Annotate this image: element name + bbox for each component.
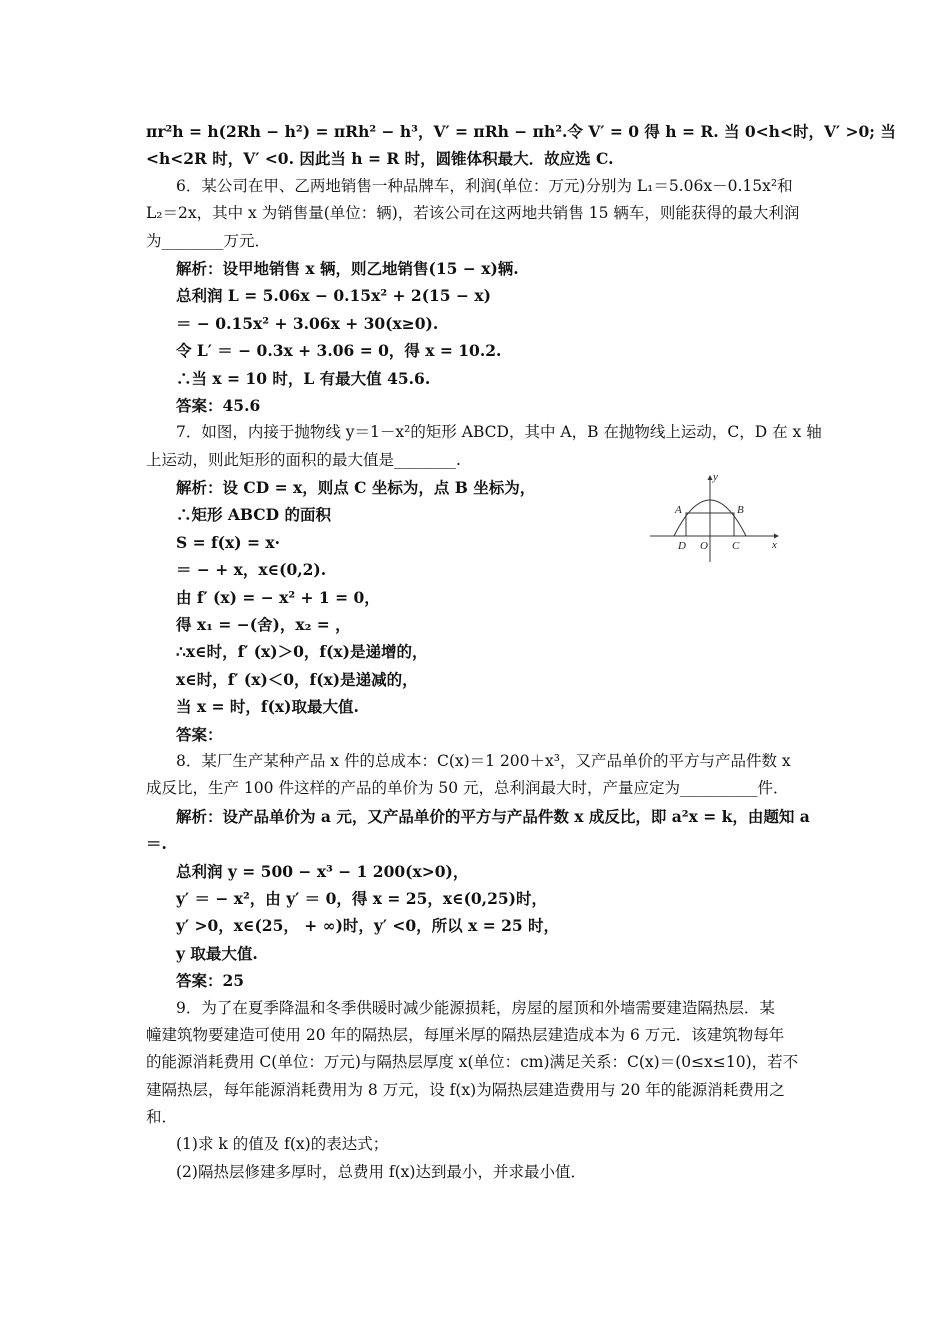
text-line: 8．某厂生产某种产品 x 件的总成本：C(x)＝1 200＋x³，又产品单价的平方与产品件数 x: [176, 751, 791, 770]
text-line: 答案：25: [176, 971, 245, 991]
text-line: <h<2R 时，V′ <0. 因此当 h = R 时，圆锥体积最大．故应选 C.: [146, 149, 614, 169]
text-line: 解析：设甲地销售 x 辆，则乙地销售(15 − x)辆.: [176, 258, 519, 278]
label-y: y: [713, 471, 718, 483]
text-line: x∈时，f′ (x)＜0，f(x)是递减的，: [176, 669, 418, 689]
text-line: πr²h = h(2Rh − h²) = πRh² − h³，V′ = πRh − πh².令 V′ = 0 得 h = R. 当 0<h<时，V′ >0; 当: [146, 122, 896, 141]
text-line: 答案：45.6: [176, 395, 261, 415]
text-line: (2)隔热层修建多厚时，总费用 f(x)达到最小，并求最小值．: [176, 1162, 586, 1181]
x-axis-arrow-icon: [774, 534, 779, 539]
text-line: 的能源消耗费用 C(单位：万元)与隔热层厚度 x(单位：cm)满足关系：C(x)＝(0≤x≤10)，若不: [146, 1053, 799, 1072]
text-line: 总利润 L = 5.06x − 0.15x² + 2(15 − x): [176, 286, 491, 306]
text-line: 得 x₁ = −(舍)，x₂ = ，: [176, 615, 351, 635]
document-body: [146, 118, 896, 1186]
text-line: 上运动，则此矩形的面积的最大值是________.: [146, 450, 461, 469]
label-c: C: [732, 540, 740, 552]
text-line: (1)求 k 的值及 f(x)的表达式；: [176, 1135, 389, 1154]
text-line: ＝ − + x，x∈(0,2).: [176, 560, 327, 580]
text-line: 建隔热层，每年能源消耗费用为 8 万元，设 f(x)为隔热层建造费用与 20 年的能源消耗费用之: [146, 1080, 785, 1099]
text-line: 解析：设产品单价为 a 元，又产品单价的平方与产品件数 x 成反比，即 a²x = k，由题知 a: [176, 806, 810, 826]
label-a: A: [675, 504, 682, 516]
text-line: 9．为了在夏季降温和冬季供暖时减少能源损耗，房屋的屋顶和外墙需要建造隔热层．某: [176, 998, 775, 1017]
text-line: y′ ＝ − x²，由 y′ ＝ 0，得 x = 25，x∈(0,25)时，: [176, 888, 547, 908]
text-line: ∴当 x = 10 时，L 有最大值 45.6.: [176, 368, 431, 388]
label-x: x: [772, 539, 777, 551]
label-o: O: [700, 540, 708, 552]
text-line: 6．某公司在甲、乙两地销售一种品牌车，利润(单位：万元)分别为 L₁＝5.06x－0.15x²和: [176, 176, 793, 195]
text-line: 解析：设 CD = x，则点 C 坐标为，点 B 坐标为，: [176, 478, 536, 498]
text-line: 为________万元．: [146, 231, 271, 250]
text-line: ＝ − 0.15x² + 3.06x + 30(x≥0).: [176, 313, 439, 333]
text-line: 成反比，生产 100 件这样的产品的单价为 50 元，总利润最大时，产量应定为__________件．: [146, 779, 789, 798]
label-d: D: [678, 540, 686, 552]
text-line: 7．如图，内接于抛物线 y＝1－x²的矩形 ABCD，其中 A，B 在抛物线上运动，C，D 在 x 轴: [176, 423, 822, 442]
text-line: ＝.: [146, 834, 167, 854]
text-line: 和．: [146, 1108, 178, 1127]
text-line: L₂＝2x，其中 x 为销售量(单位：辆)，若该公司在这两地共销售 15 辆车，则能获得的最大利润: [146, 204, 800, 223]
text-line: ∴x∈时，f′ (x)＞0，f(x)是递增的，: [176, 642, 428, 662]
parabola-rectangle-figure: [648, 470, 782, 566]
text-line: y′ >0，x∈(25， + ∞)时，y′ <0，所以 x = 25 时，: [176, 916, 560, 936]
label-b: B: [737, 504, 744, 516]
text-line: 由 f′ (x) = − x² + 1 = 0，: [176, 587, 380, 607]
text-line: 总利润 y = 500 − x³ − 1 200(x>0)，: [176, 861, 469, 881]
text-line: 当 x = 时，f(x)取最大值.: [176, 697, 359, 717]
text-line: ∴矩形 ABCD 的面积: [176, 505, 331, 525]
parabola-rectangle-svg: [648, 470, 782, 566]
text-line: y 取最大值.: [176, 943, 258, 963]
text-line: 幢建筑物要建造可使用 20 年的隔热层，每厘米厚的隔热层建造成本为 6 万元．该建筑物每年: [146, 1025, 785, 1044]
text-line: S = f(x) = x·: [176, 532, 280, 552]
text-line: 答案：: [176, 724, 223, 744]
text-line: 令 L′ ＝ − 0.3x + 3.06 = 0，得 x = 10.2.: [176, 341, 502, 361]
y-axis-arrow-icon: [708, 475, 713, 480]
